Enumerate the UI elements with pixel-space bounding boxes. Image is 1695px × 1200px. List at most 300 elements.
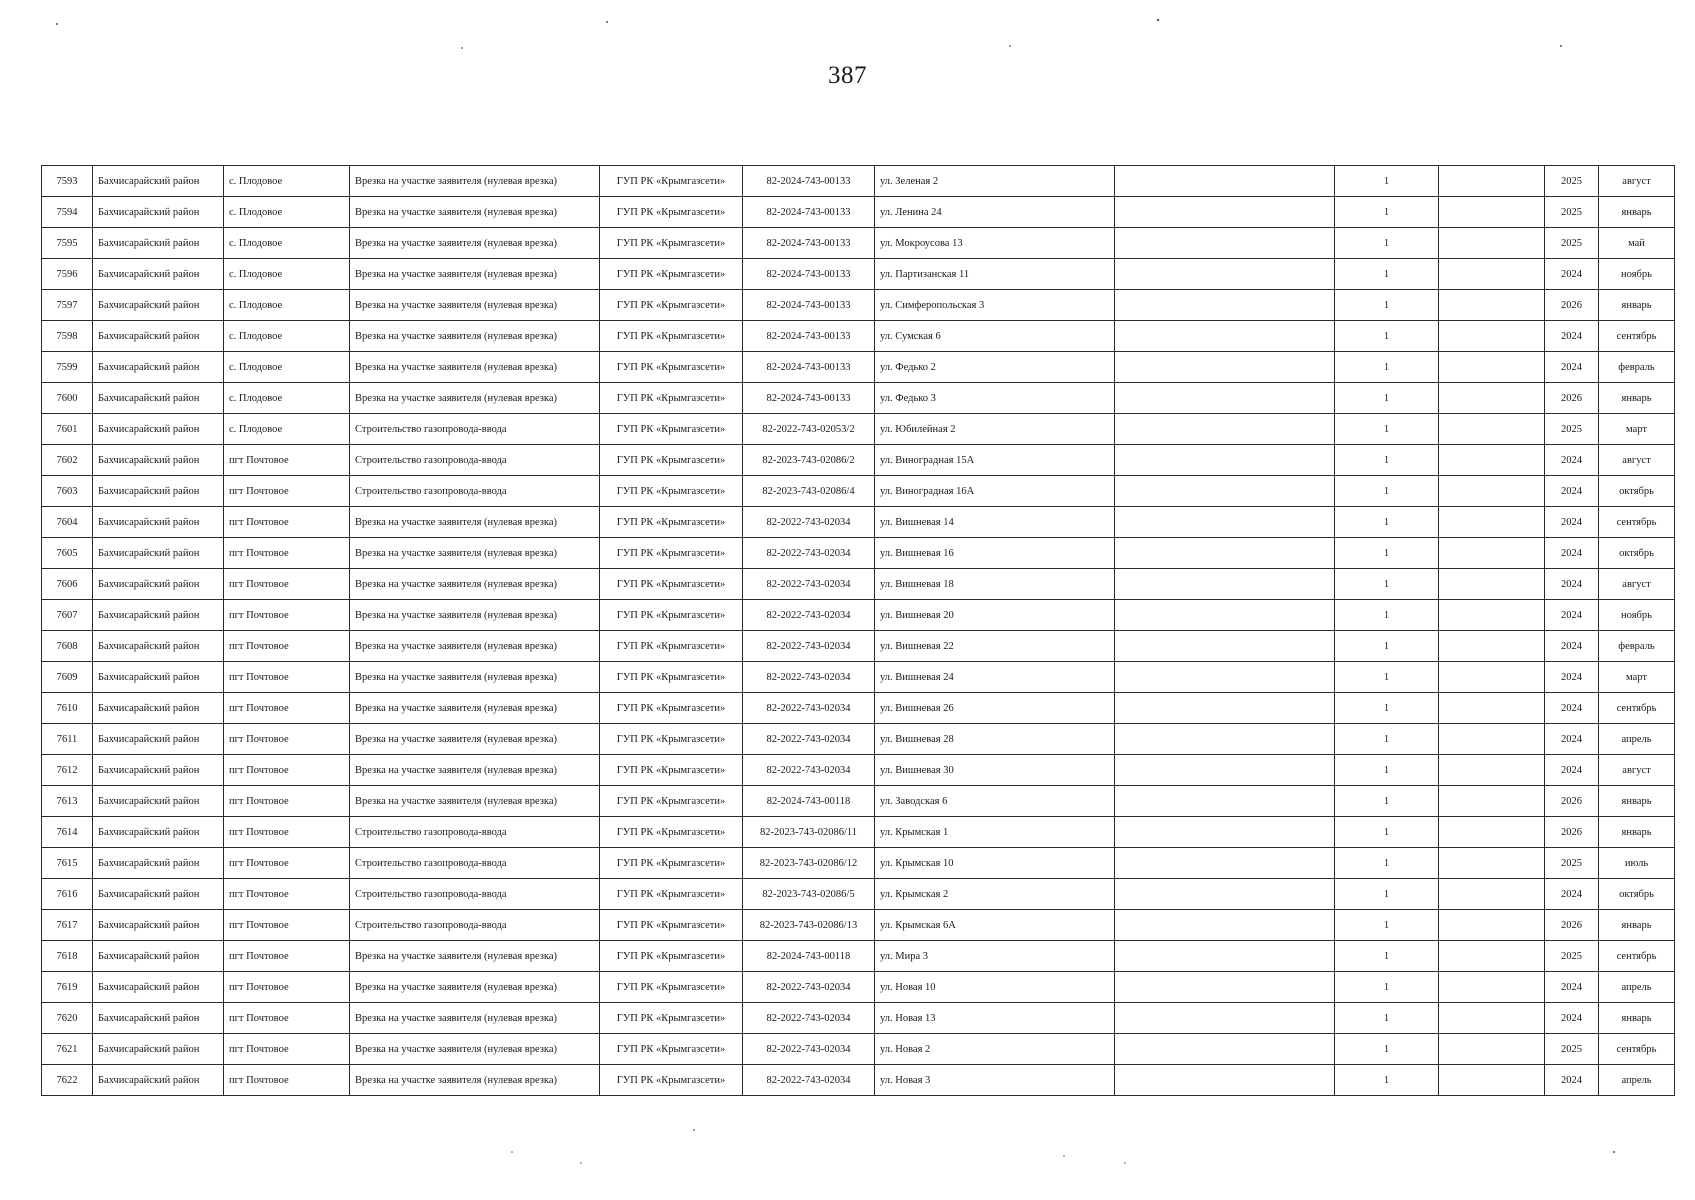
blank-cell: [1439, 972, 1545, 1003]
year-cell: 2024: [1545, 259, 1599, 290]
settlement-cell: с. Плодовое: [224, 383, 350, 414]
year-cell: 2026: [1545, 383, 1599, 414]
organization-cell: ГУП РК «Крымгазсети»: [600, 972, 743, 1003]
district-cell: Бахчисарайский район: [93, 228, 224, 259]
blank-cell: [1115, 197, 1335, 228]
month-cell: сентябрь: [1599, 321, 1675, 352]
settlement-cell: с. Плодовое: [224, 259, 350, 290]
row-number: 7601: [42, 414, 93, 445]
address-cell: ул. Партизанская 11: [875, 259, 1115, 290]
month-cell: сентябрь: [1599, 1034, 1675, 1065]
quantity-cell: 1: [1335, 879, 1439, 910]
address-cell: ул. Вишневая 30: [875, 755, 1115, 786]
project-code-cell: 82-2022-743-02053/2: [743, 414, 875, 445]
district-cell: Бахчисарайский район: [93, 476, 224, 507]
district-cell: Бахчисарайский район: [93, 259, 224, 290]
year-cell: 2025: [1545, 414, 1599, 445]
work-type-cell: Строительство газопровода-ввода: [350, 848, 600, 879]
table-row: [42, 724, 1675, 755]
quantity-cell: 1: [1335, 693, 1439, 724]
month-cell: январь: [1599, 817, 1675, 848]
address-cell: ул. Сумская 6: [875, 321, 1115, 352]
address-cell: ул. Виноградная 16А: [875, 476, 1115, 507]
district-cell: Бахчисарайский район: [93, 631, 224, 662]
month-cell: январь: [1599, 383, 1675, 414]
row-number: 7597: [42, 290, 93, 321]
address-cell: ул. Крымская 10: [875, 848, 1115, 879]
year-cell: 2024: [1545, 569, 1599, 600]
address-cell: ул. Ленина 24: [875, 197, 1115, 228]
work-type-cell: Врезка на участке заявителя (нулевая врезка): [350, 290, 600, 321]
project-code-cell: 82-2023-743-02086/11: [743, 817, 875, 848]
month-cell: ноябрь: [1599, 600, 1675, 631]
address-cell: ул. Мокроусова 13: [875, 228, 1115, 259]
address-cell: ул. Крымская 2: [875, 879, 1115, 910]
organization-cell: ГУП РК «Крымгазсети»: [600, 259, 743, 290]
settlement-cell: пгт Почтовое: [224, 879, 350, 910]
year-cell: 2024: [1545, 321, 1599, 352]
table-row: [42, 693, 1675, 724]
row-number: 7617: [42, 910, 93, 941]
work-type-cell: Строительство газопровода-ввода: [350, 879, 600, 910]
organization-cell: ГУП РК «Крымгазсети»: [600, 166, 743, 197]
project-code-cell: 82-2022-743-02034: [743, 1003, 875, 1034]
project-code-cell: 82-2024-743-00118: [743, 786, 875, 817]
address-cell: ул. Крымская 1: [875, 817, 1115, 848]
table-row: [42, 817, 1675, 848]
project-code-cell: 82-2023-743-02086/13: [743, 910, 875, 941]
quantity-cell: 1: [1335, 476, 1439, 507]
blank-cell: [1115, 910, 1335, 941]
row-number: 7611: [42, 724, 93, 755]
district-cell: Бахчисарайский район: [93, 569, 224, 600]
settlement-cell: пгт Почтовое: [224, 538, 350, 569]
blank-cell: [1439, 445, 1545, 476]
work-type-cell: Врезка на участке заявителя (нулевая врезка): [350, 228, 600, 259]
month-cell: январь: [1599, 786, 1675, 817]
work-type-cell: Врезка на участке заявителя (нулевая врезка): [350, 724, 600, 755]
organization-cell: ГУП РК «Крымгазсети»: [600, 321, 743, 352]
blank-cell: [1115, 569, 1335, 600]
address-cell: ул. Новая 2: [875, 1034, 1115, 1065]
row-number: 7612: [42, 755, 93, 786]
table-row: [42, 755, 1675, 786]
year-cell: 2026: [1545, 817, 1599, 848]
month-cell: май: [1599, 228, 1675, 259]
table-row: [42, 848, 1675, 879]
work-type-cell: Врезка на участке заявителя (нулевая врезка): [350, 631, 600, 662]
district-cell: Бахчисарайский район: [93, 166, 224, 197]
table-row: [42, 879, 1675, 910]
month-cell: январь: [1599, 290, 1675, 321]
table-row: [42, 910, 1675, 941]
table-row: [42, 538, 1675, 569]
work-type-cell: Врезка на участке заявителя (нулевая врезка): [350, 600, 600, 631]
work-type-cell: Строительство газопровода-ввода: [350, 910, 600, 941]
quantity-cell: 1: [1335, 507, 1439, 538]
district-cell: Бахчисарайский район: [93, 414, 224, 445]
work-type-cell: Врезка на участке заявителя (нулевая врезка): [350, 259, 600, 290]
row-number: 7621: [42, 1034, 93, 1065]
organization-cell: ГУП РК «Крымгазсети»: [600, 848, 743, 879]
year-cell: 2025: [1545, 941, 1599, 972]
row-number: 7596: [42, 259, 93, 290]
blank-cell: [1115, 352, 1335, 383]
work-type-cell: Врезка на участке заявителя (нулевая врезка): [350, 383, 600, 414]
quantity-cell: 1: [1335, 1003, 1439, 1034]
blank-cell: [1439, 631, 1545, 662]
year-cell: 2026: [1545, 290, 1599, 321]
works-table: [41, 165, 1675, 1096]
row-number: 7613: [42, 786, 93, 817]
year-cell: 2024: [1545, 724, 1599, 755]
address-cell: ул. Мира 3: [875, 941, 1115, 972]
project-code-cell: 82-2022-743-02034: [743, 600, 875, 631]
table-row: [42, 197, 1675, 228]
month-cell: октябрь: [1599, 538, 1675, 569]
project-code-cell: 82-2024-743-00133: [743, 383, 875, 414]
table-row: [42, 1003, 1675, 1034]
blank-cell: [1439, 476, 1545, 507]
blank-cell: [1115, 631, 1335, 662]
district-cell: Бахчисарайский район: [93, 879, 224, 910]
work-type-cell: Врезка на участке заявителя (нулевая врезка): [350, 941, 600, 972]
address-cell: ул. Заводская 6: [875, 786, 1115, 817]
row-number: 7605: [42, 538, 93, 569]
year-cell: 2026: [1545, 910, 1599, 941]
year-cell: 2024: [1545, 1065, 1599, 1096]
table-body: [42, 166, 1675, 1096]
project-code-cell: 82-2022-743-02034: [743, 662, 875, 693]
organization-cell: ГУП РК «Крымгазсети»: [600, 507, 743, 538]
row-number: 7600: [42, 383, 93, 414]
organization-cell: ГУП РК «Крымгазсети»: [600, 786, 743, 817]
organization-cell: ГУП РК «Крымгазсети»: [600, 1034, 743, 1065]
year-cell: 2024: [1545, 693, 1599, 724]
settlement-cell: пгт Почтовое: [224, 941, 350, 972]
district-cell: Бахчисарайский район: [93, 786, 224, 817]
blank-cell: [1439, 724, 1545, 755]
organization-cell: ГУП РК «Крымгазсети»: [600, 476, 743, 507]
blank-cell: [1439, 600, 1545, 631]
year-cell: 2024: [1545, 507, 1599, 538]
settlement-cell: с. Плодовое: [224, 352, 350, 383]
blank-cell: [1439, 166, 1545, 197]
blank-cell: [1115, 941, 1335, 972]
work-type-cell: Врезка на участке заявителя (нулевая врезка): [350, 352, 600, 383]
blank-cell: [1439, 352, 1545, 383]
blank-cell: [1115, 817, 1335, 848]
quantity-cell: 1: [1335, 1065, 1439, 1096]
year-cell: 2024: [1545, 662, 1599, 693]
district-cell: Бахчисарайский район: [93, 352, 224, 383]
project-code-cell: 82-2022-743-02034: [743, 631, 875, 662]
blank-cell: [1439, 259, 1545, 290]
work-type-cell: Строительство газопровода-ввода: [350, 817, 600, 848]
organization-cell: ГУП РК «Крымгазсети»: [600, 290, 743, 321]
year-cell: 2025: [1545, 197, 1599, 228]
district-cell: Бахчисарайский район: [93, 941, 224, 972]
organization-cell: ГУП РК «Крымгазсети»: [600, 755, 743, 786]
district-cell: Бахчисарайский район: [93, 197, 224, 228]
table-row: [42, 445, 1675, 476]
blank-cell: [1439, 197, 1545, 228]
row-number: 7620: [42, 1003, 93, 1034]
table-row: [42, 972, 1675, 1003]
district-cell: Бахчисарайский район: [93, 1065, 224, 1096]
row-number: 7603: [42, 476, 93, 507]
address-cell: ул. Новая 10: [875, 972, 1115, 1003]
project-code-cell: 82-2023-743-02086/4: [743, 476, 875, 507]
month-cell: август: [1599, 569, 1675, 600]
blank-cell: [1439, 569, 1545, 600]
row-number: 7619: [42, 972, 93, 1003]
project-code-cell: 82-2022-743-02034: [743, 693, 875, 724]
settlement-cell: пгт Почтовое: [224, 1034, 350, 1065]
month-cell: июль: [1599, 848, 1675, 879]
month-cell: март: [1599, 414, 1675, 445]
blank-cell: [1115, 290, 1335, 321]
row-number: 7594: [42, 197, 93, 228]
district-cell: Бахчисарайский район: [93, 321, 224, 352]
organization-cell: ГУП РК «Крымгазсети»: [600, 1065, 743, 1096]
quantity-cell: 1: [1335, 786, 1439, 817]
year-cell: 2025: [1545, 848, 1599, 879]
month-cell: сентябрь: [1599, 693, 1675, 724]
settlement-cell: с. Плодовое: [224, 321, 350, 352]
row-number: 7599: [42, 352, 93, 383]
row-number: 7616: [42, 879, 93, 910]
organization-cell: ГУП РК «Крымгазсети»: [600, 445, 743, 476]
quantity-cell: 1: [1335, 848, 1439, 879]
blank-cell: [1439, 290, 1545, 321]
table-row: [42, 662, 1675, 693]
table-row: [42, 1034, 1675, 1065]
month-cell: август: [1599, 166, 1675, 197]
table-row: [42, 290, 1675, 321]
month-cell: сентябрь: [1599, 941, 1675, 972]
year-cell: 2025: [1545, 228, 1599, 259]
work-type-cell: Врезка на участке заявителя (нулевая врезка): [350, 321, 600, 352]
blank-cell: [1115, 848, 1335, 879]
blank-cell: [1115, 972, 1335, 1003]
address-cell: ул. Вишневая 28: [875, 724, 1115, 755]
settlement-cell: пгт Почтовое: [224, 507, 350, 538]
district-cell: Бахчисарайский район: [93, 910, 224, 941]
settlement-cell: с. Плодовое: [224, 197, 350, 228]
quantity-cell: 1: [1335, 662, 1439, 693]
month-cell: апрель: [1599, 972, 1675, 1003]
year-cell: 2024: [1545, 755, 1599, 786]
settlement-cell: пгт Почтовое: [224, 600, 350, 631]
organization-cell: ГУП РК «Крымгазсети»: [600, 693, 743, 724]
district-cell: Бахчисарайский район: [93, 817, 224, 848]
row-number: 7622: [42, 1065, 93, 1096]
month-cell: февраль: [1599, 631, 1675, 662]
row-number: 7598: [42, 321, 93, 352]
page-number: 387: [828, 62, 867, 89]
district-cell: Бахчисарайский район: [93, 1034, 224, 1065]
blank-cell: [1439, 507, 1545, 538]
row-number: 7615: [42, 848, 93, 879]
organization-cell: ГУП РК «Крымгазсети»: [600, 662, 743, 693]
organization-cell: ГУП РК «Крымгазсети»: [600, 1003, 743, 1034]
quantity-cell: 1: [1335, 352, 1439, 383]
organization-cell: ГУП РК «Крымгазсети»: [600, 414, 743, 445]
blank-cell: [1115, 507, 1335, 538]
row-number: 7604: [42, 507, 93, 538]
work-type-cell: Врезка на участке заявителя (нулевая врезка): [350, 972, 600, 1003]
table-row: [42, 600, 1675, 631]
district-cell: Бахчисарайский район: [93, 290, 224, 321]
month-cell: февраль: [1599, 352, 1675, 383]
month-cell: январь: [1599, 910, 1675, 941]
row-number: 7610: [42, 693, 93, 724]
quantity-cell: 1: [1335, 383, 1439, 414]
organization-cell: ГУП РК «Крымгазсети»: [600, 631, 743, 662]
settlement-cell: пгт Почтовое: [224, 631, 350, 662]
row-number: 7608: [42, 631, 93, 662]
blank-cell: [1115, 600, 1335, 631]
row-number: 7609: [42, 662, 93, 693]
table-row: [42, 1065, 1675, 1096]
quantity-cell: 1: [1335, 321, 1439, 352]
address-cell: ул. Вишневая 20: [875, 600, 1115, 631]
address-cell: ул. Симферопольская 3: [875, 290, 1115, 321]
year-cell: 2024: [1545, 600, 1599, 631]
project-code-cell: 82-2024-743-00133: [743, 197, 875, 228]
year-cell: 2024: [1545, 1003, 1599, 1034]
month-cell: октябрь: [1599, 476, 1675, 507]
month-cell: сентябрь: [1599, 507, 1675, 538]
work-type-cell: Врезка на участке заявителя (нулевая врезка): [350, 569, 600, 600]
row-number: 7593: [42, 166, 93, 197]
settlement-cell: пгт Почтовое: [224, 848, 350, 879]
project-code-cell: 82-2024-743-00133: [743, 228, 875, 259]
quantity-cell: 1: [1335, 910, 1439, 941]
settlement-cell: пгт Почтовое: [224, 972, 350, 1003]
project-code-cell: 82-2022-743-02034: [743, 507, 875, 538]
table-row: [42, 941, 1675, 972]
settlement-cell: с. Плодовое: [224, 414, 350, 445]
settlement-cell: пгт Почтовое: [224, 569, 350, 600]
address-cell: ул. Вишневая 22: [875, 631, 1115, 662]
address-cell: ул. Новая 3: [875, 1065, 1115, 1096]
blank-cell: [1115, 445, 1335, 476]
settlement-cell: пгт Почтовое: [224, 476, 350, 507]
work-type-cell: Строительство газопровода-ввода: [350, 476, 600, 507]
project-code-cell: 82-2022-743-02034: [743, 755, 875, 786]
settlement-cell: пгт Почтовое: [224, 817, 350, 848]
project-code-cell: 82-2024-743-00133: [743, 290, 875, 321]
blank-cell: [1115, 414, 1335, 445]
organization-cell: ГУП РК «Крымгазсети»: [600, 724, 743, 755]
table-row: [42, 352, 1675, 383]
year-cell: 2026: [1545, 786, 1599, 817]
year-cell: 2024: [1545, 972, 1599, 1003]
project-code-cell: 82-2024-743-00133: [743, 166, 875, 197]
month-cell: март: [1599, 662, 1675, 693]
blank-cell: [1439, 1003, 1545, 1034]
district-cell: Бахчисарайский район: [93, 445, 224, 476]
address-cell: ул. Юбилейная 2: [875, 414, 1115, 445]
blank-cell: [1115, 1003, 1335, 1034]
blank-cell: [1439, 1034, 1545, 1065]
table-row: [42, 631, 1675, 662]
month-cell: ноябрь: [1599, 259, 1675, 290]
organization-cell: ГУП РК «Крымгазсети»: [600, 228, 743, 259]
row-number: 7614: [42, 817, 93, 848]
work-type-cell: Врезка на участке заявителя (нулевая врезка): [350, 507, 600, 538]
table-row: [42, 569, 1675, 600]
quantity-cell: 1: [1335, 290, 1439, 321]
organization-cell: ГУП РК «Крымгазсети»: [600, 197, 743, 228]
settlement-cell: с. Плодовое: [224, 228, 350, 259]
blank-cell: [1115, 724, 1335, 755]
month-cell: август: [1599, 755, 1675, 786]
settlement-cell: пгт Почтовое: [224, 445, 350, 476]
quantity-cell: 1: [1335, 197, 1439, 228]
quantity-cell: 1: [1335, 228, 1439, 259]
row-number: 7595: [42, 228, 93, 259]
project-code-cell: 82-2023-743-02086/12: [743, 848, 875, 879]
blank-cell: [1439, 228, 1545, 259]
project-code-cell: 82-2022-743-02034: [743, 1065, 875, 1096]
year-cell: 2024: [1545, 879, 1599, 910]
row-number: 7607: [42, 600, 93, 631]
blank-cell: [1115, 228, 1335, 259]
address-cell: ул. Вишневая 26: [875, 693, 1115, 724]
project-code-cell: 82-2022-743-02034: [743, 724, 875, 755]
address-cell: ул. Вишневая 18: [875, 569, 1115, 600]
organization-cell: ГУП РК «Крымгазсети»: [600, 538, 743, 569]
work-type-cell: Врезка на участке заявителя (нулевая врезка): [350, 197, 600, 228]
blank-cell: [1439, 755, 1545, 786]
work-type-cell: Врезка на участке заявителя (нулевая врезка): [350, 662, 600, 693]
address-cell: ул. Федько 2: [875, 352, 1115, 383]
address-cell: ул. Вишневая 24: [875, 662, 1115, 693]
district-cell: Бахчисарайский район: [93, 507, 224, 538]
project-code-cell: 82-2022-743-02034: [743, 569, 875, 600]
blank-cell: [1115, 321, 1335, 352]
quantity-cell: 1: [1335, 817, 1439, 848]
work-type-cell: Врезка на участке заявителя (нулевая врезка): [350, 1065, 600, 1096]
blank-cell: [1439, 879, 1545, 910]
table-row: [42, 507, 1675, 538]
work-type-cell: Врезка на участке заявителя (нулевая врезка): [350, 538, 600, 569]
blank-cell: [1439, 321, 1545, 352]
project-code-cell: 82-2023-743-02086/2: [743, 445, 875, 476]
table-row: [42, 476, 1675, 507]
work-type-cell: Врезка на участке заявителя (нулевая врезка): [350, 1034, 600, 1065]
year-cell: 2025: [1545, 1034, 1599, 1065]
district-cell: Бахчисарайский район: [93, 383, 224, 414]
settlement-cell: с. Плодовое: [224, 290, 350, 321]
row-number: 7618: [42, 941, 93, 972]
blank-cell: [1115, 538, 1335, 569]
organization-cell: ГУП РК «Крымгазсети»: [600, 600, 743, 631]
table-row: [42, 383, 1675, 414]
blank-cell: [1439, 383, 1545, 414]
address-cell: ул. Виноградная 15А: [875, 445, 1115, 476]
project-code-cell: 82-2024-743-00118: [743, 941, 875, 972]
district-cell: Бахчисарайский район: [93, 972, 224, 1003]
settlement-cell: пгт Почтовое: [224, 1003, 350, 1034]
settlement-cell: пгт Почтовое: [224, 1065, 350, 1096]
quantity-cell: 1: [1335, 166, 1439, 197]
organization-cell: ГУП РК «Крымгазсети»: [600, 352, 743, 383]
project-code-cell: 82-2024-743-00133: [743, 352, 875, 383]
